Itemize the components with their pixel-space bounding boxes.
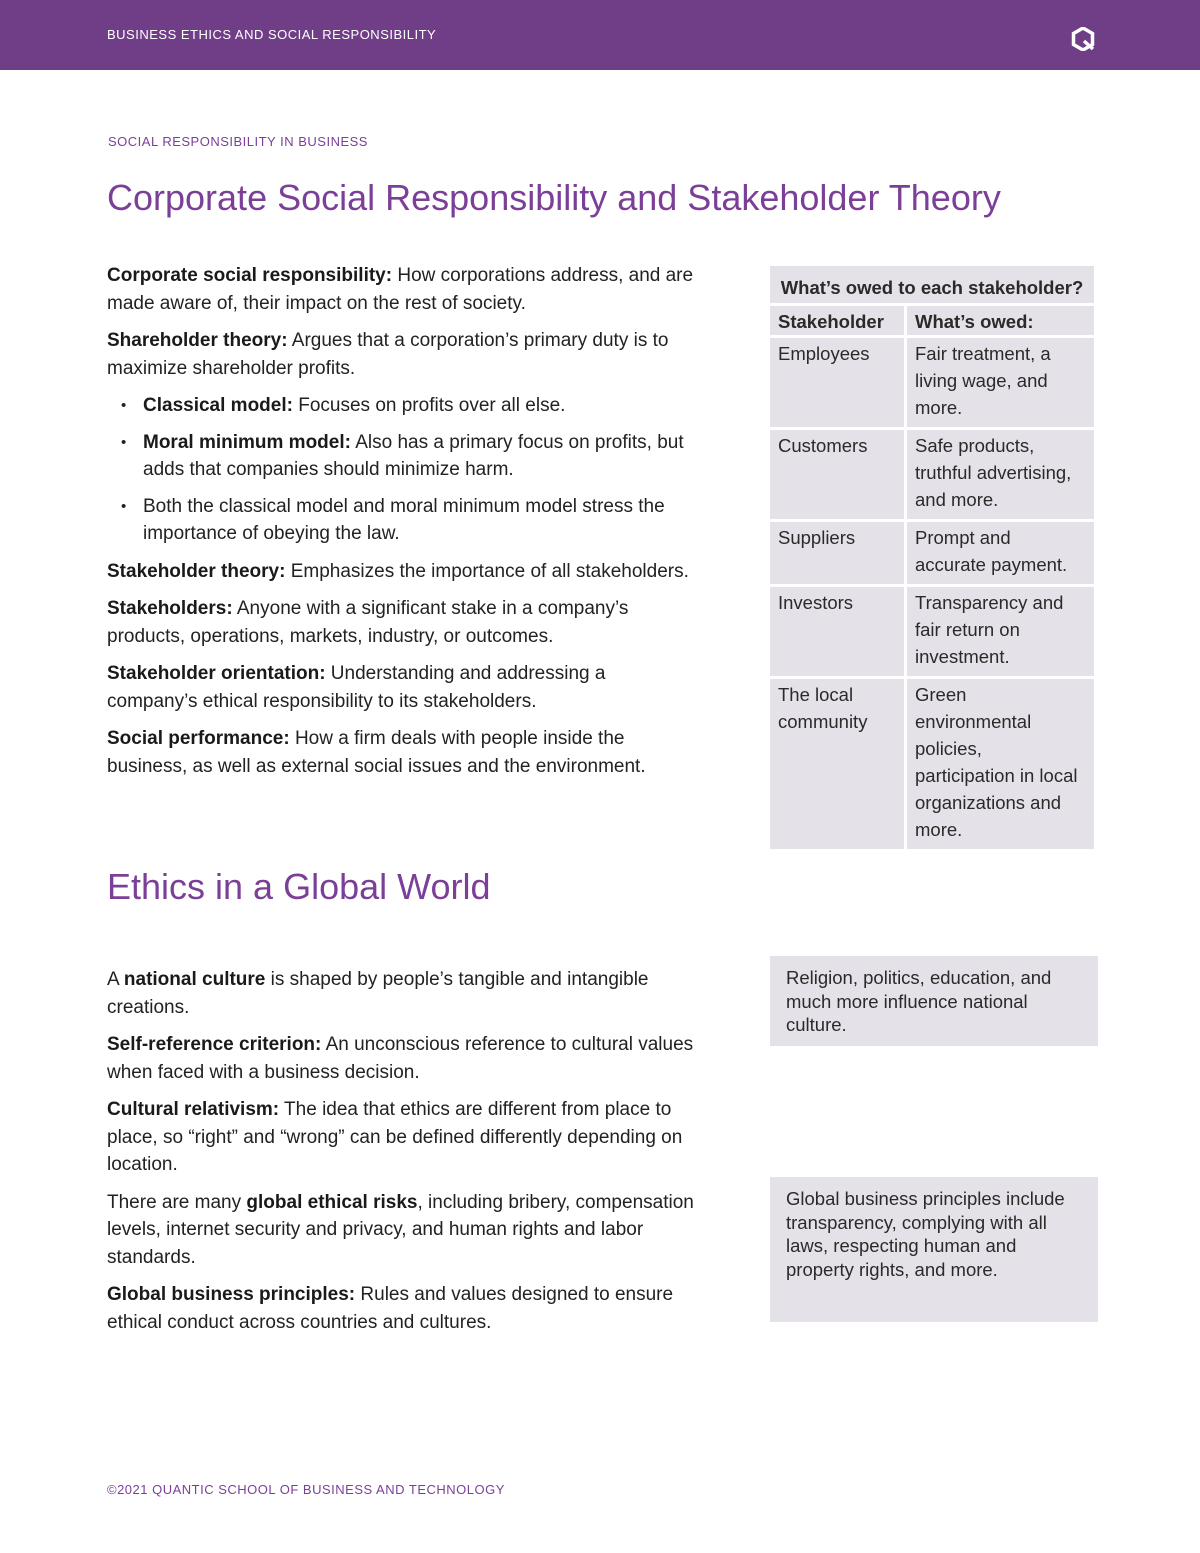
- definition-text: Emphasizes the importance of all stakeholders.: [285, 560, 689, 582]
- term: Stakeholder theory:: [107, 560, 286, 582]
- table-row: [770, 587, 1094, 676]
- definition-global-ethical-risks: [107, 1189, 697, 1272]
- table-caption: What’s owed to each stakeholder?: [770, 266, 1094, 303]
- definition-cultural-relativism: [107, 1096, 697, 1179]
- definition-stakeholders: [107, 595, 697, 650]
- cell-owed: Transparency and fair return on investment.: [907, 587, 1094, 676]
- definition-self-reference: [107, 1031, 697, 1086]
- footer-copyright: ©2021 QUANTIC SCHOOL OF BUSINESS AND TECHNOLOGY: [107, 1482, 505, 1497]
- cell-owed: Green environmental policies, participation in local organizations and more.: [907, 679, 1094, 849]
- definition-text: The idea that ethics are different from place to place, so “right” and “wrong” can be defined differently depending on location.: [107, 1099, 683, 1175]
- term: Classical model:: [143, 395, 293, 416]
- cell-owed: Prompt and accurate payment.: [907, 522, 1094, 584]
- column-header-stakeholder: Stakeholder: [770, 306, 904, 335]
- list-item-moral-minimum-model: [107, 429, 697, 484]
- header-banner: [0, 0, 1200, 70]
- term: global ethical risks: [246, 1191, 418, 1213]
- definition-text: Focuses on profits over all else.: [292, 395, 566, 416]
- callout-global-principles: Global business principles include transparency, complying with all laws, respecting human and property rights, and more.: [770, 1177, 1098, 1322]
- table-row: [770, 430, 1094, 519]
- cell-stakeholder: The local community: [770, 679, 904, 849]
- definition-text: Anyone with a significant stake in a company’s products, operations, markets, industry, or outcomes.: [107, 598, 629, 647]
- table-row: [770, 338, 1094, 427]
- definition-text: is shaped by people’s tangible and intangible creations.: [107, 969, 649, 1018]
- definition-text: Also has a primary focus on profits, but adds that companies should minimize harm.: [143, 431, 684, 480]
- section-heading-ethics-global: Ethics in a Global World: [107, 866, 491, 907]
- model-list: [107, 392, 697, 548]
- definition-text: An unconscious reference to cultural values when faced with a business decision.: [107, 1034, 694, 1083]
- definition-stakeholder-theory: [107, 558, 697, 586]
- definition-text: Rules and values designed to ensure ethical conduct across countries and cultures.: [107, 1284, 674, 1333]
- definition-social-performance: [107, 725, 697, 780]
- section-label: SOCIAL RESPONSIBILITY IN BUSINESS: [108, 134, 368, 149]
- term: Self-reference criterion:: [107, 1034, 322, 1055]
- definition-csr: [107, 262, 697, 317]
- term: Cultural relativism:: [107, 1099, 280, 1120]
- table-caption-row: [770, 266, 1094, 303]
- definition-shareholder-theory: [107, 327, 697, 382]
- callout-national-culture: Religion, politics, education, and much more influence national culture.: [770, 956, 1098, 1046]
- definition-national-culture: [107, 966, 697, 1021]
- cell-owed: Fair treatment, a living wage, and more.: [907, 338, 1094, 427]
- definition-text: , including bribery, compensation levels, internet security and privacy, and human rights and labor standards.: [107, 1191, 694, 1268]
- cell-stakeholder: Suppliers: [770, 522, 904, 584]
- course-title: BUSINESS ETHICS AND SOCIAL RESPONSIBILITY: [107, 27, 437, 42]
- definitions-column: [107, 262, 697, 790]
- term: Corporate social responsibility:: [107, 265, 393, 286]
- definition-text: Understanding and addressing a company’s ethical responsibility to its stakeholders.: [107, 663, 606, 712]
- cell-stakeholder: Customers: [770, 430, 904, 519]
- column-header-owed: What’s owed:: [907, 306, 1094, 335]
- definition-text: Argues that a corporation’s primary duty is to maximize shareholder profits.: [107, 330, 669, 379]
- stakeholder-table: [767, 263, 1097, 852]
- definition-stakeholder-orientation: [107, 660, 697, 715]
- term: Stakeholders:: [107, 598, 233, 619]
- definition-global-business-principles: [107, 1281, 697, 1336]
- definition-text: How a firm deals with people inside the business, as well as external social issues and the environment.: [107, 728, 646, 777]
- table-header-row: [770, 306, 1094, 335]
- global-definitions-column: [107, 966, 697, 1346]
- table-row: [770, 679, 1094, 849]
- page-title: Corporate Social Responsibility and Stakeholder Theory: [107, 177, 1001, 218]
- term: Global business principles:: [107, 1284, 356, 1305]
- cell-stakeholder: Employees: [770, 338, 904, 427]
- term: Social performance:: [107, 728, 290, 749]
- text: A: [107, 969, 124, 990]
- cell-owed: Safe products, truthful advertising, and more.: [907, 430, 1094, 519]
- definition-text: How corporations address, and are made aware of, their impact on the rest of society.: [107, 265, 694, 314]
- table-row: [770, 522, 1094, 584]
- term: Moral minimum model:: [143, 431, 351, 453]
- list-item-both-models: • Both the classical model and moral minimum model stress the importance of obeying the law.: [107, 493, 697, 548]
- quantic-logo-icon: [1071, 27, 1095, 51]
- list-item-classical-model: [107, 392, 697, 420]
- cell-stakeholder: Investors: [770, 587, 904, 676]
- term: national culture: [123, 969, 266, 990]
- term: Stakeholder orientation:: [107, 663, 326, 684]
- term: Shareholder theory:: [107, 330, 288, 351]
- text: There are many: [107, 1191, 247, 1213]
